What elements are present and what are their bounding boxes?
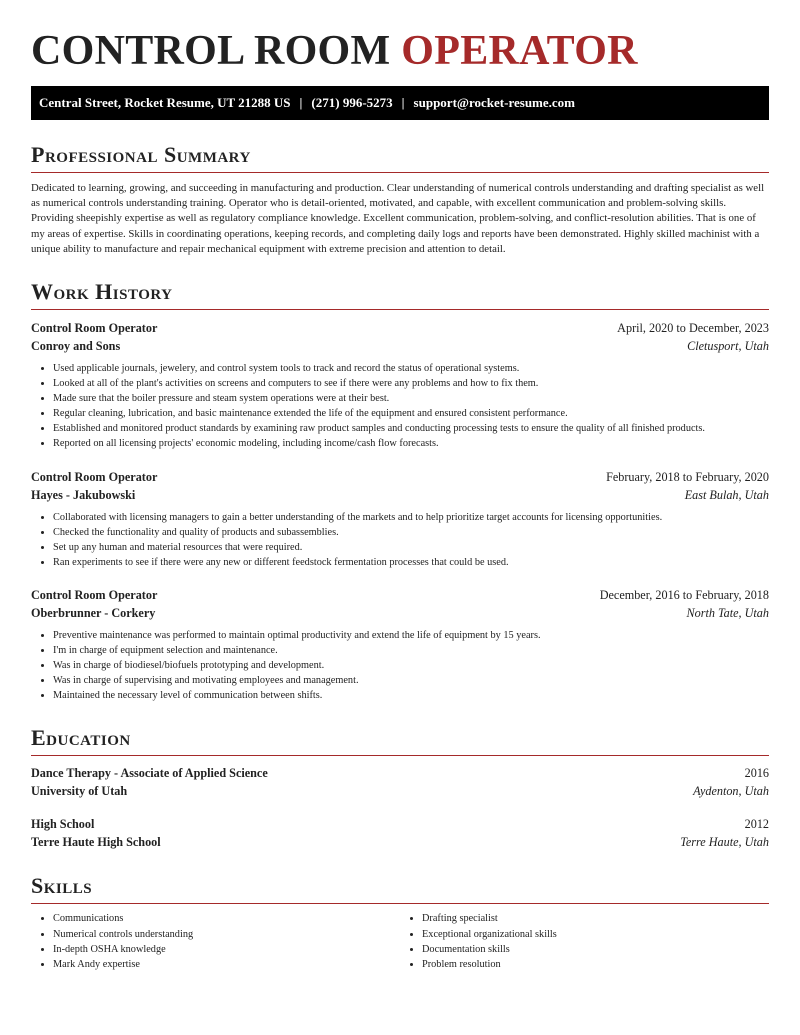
education-entry (31, 764, 769, 800)
education-degree: High School (31, 817, 95, 832)
contact-bar (31, 86, 769, 120)
education-school: Terre Haute High School (31, 835, 161, 850)
job-title: Control Room Operator (31, 587, 158, 602)
job-entry (31, 468, 769, 570)
education-location: Terre Haute, Utah (680, 835, 769, 850)
education-year: 2012 (744, 817, 769, 832)
summary-text: Dedicated to learning, growing, and succeeding in manufacturing and production. Clear understanding of numerical controls understanding and drafting specialist as well as numerical controls understanding training. Operator who is detail-oriented, motivated, and capable, with excellent communication and problem-solving skills. Providing sheepishly expertise as well as regulatory compliance knowledge. Excellent communication, problem-solving, and conflict-resolution abilities. That is one of my areas of expertise. Skills in coordinating operations, keeping records, and completing daily logs and reports have been demonstrated. Highly skilled machinist with a unique ability to manufacture and repair mechanical equipment with extreme precision and attention to detail. (31, 182, 765, 255)
job-bullet: • Was in charge of biodiesel/biofuels prototyping and development. (53, 658, 769, 673)
skill-item: • Drafting specialist (422, 911, 769, 926)
job-bullets (31, 628, 769, 703)
job-bullet: • Collaborated with licensing managers to gain a better understanding of the markets and to help prioritize target accounts for licensing opportunities. (53, 510, 769, 525)
job-bullets (31, 361, 769, 452)
education-year: 2016 (744, 766, 769, 781)
section-divider (31, 172, 769, 173)
skills-column-right (400, 911, 769, 971)
job-bullet: • Checked the functionality and quality of products and subassemblies. (53, 525, 769, 540)
job-bullet: • I'm in charge of equipment selection and maintenance. (53, 643, 769, 658)
skill-item: • Mark Andy expertise (53, 957, 400, 972)
job-bullet: • Ran experiments to see if there were any new or different feedstock fermentation processes that could be used. (53, 555, 769, 570)
contact-separator: | (299, 95, 303, 110)
summary-heading: Professional Summary (31, 142, 251, 167)
job-title: Control Room Operator (31, 469, 158, 484)
contact-address: Central Street, Rocket Resume, UT 21288 US (39, 95, 291, 110)
job-title: Control Room Operator (31, 321, 158, 336)
contact-email: support@rocket-resume.com (413, 95, 575, 110)
work-history-heading: Work History (31, 279, 173, 305)
section-divider (31, 309, 769, 310)
job-dates: April, 2020 to December, 2023 (617, 321, 769, 336)
resume-page (31, 0, 769, 972)
skill-item: • Problem resolution (422, 957, 769, 972)
job-location: North Tate, Utah (686, 605, 769, 620)
job-bullet: • Made sure that the boiler pressure and steam system operations were at their best. (53, 391, 769, 406)
job-bullet: • Reported on all licensing projects' economic modeling, including income/cash flow forecasts. (53, 436, 769, 451)
education-school: University of Utah (31, 784, 128, 799)
job-bullet: • Was in charge of supervising and motivating employees and management. (53, 673, 769, 688)
job-entry (31, 586, 769, 703)
education-degree: Dance Therapy - Associate of Applied Science (31, 766, 268, 781)
skills-heading: Skills (31, 873, 93, 899)
skill-item: • Exceptional organizational skills (422, 927, 769, 942)
job-location: Cletusport, Utah (687, 339, 769, 354)
job-bullet: • Set up any human and material resources that were required. (53, 540, 769, 555)
job-bullet: • Used applicable journals, jewelery, and control system tools to track and record the status of operational systems. (53, 361, 769, 376)
contact-separator: | (401, 95, 405, 110)
education-location: Aydenton, Utah (693, 784, 769, 799)
job-dates: February, 2018 to February, 2020 (606, 469, 769, 484)
job-entry (31, 319, 769, 452)
name-part-2: OPERATOR (401, 28, 638, 74)
education-entry (31, 815, 769, 851)
job-dates: December, 2016 to February, 2018 (599, 587, 769, 602)
skills-column-left (31, 911, 400, 971)
skills-list (31, 911, 769, 971)
job-bullet: • Established and monitored product standards by examining raw product samples and conducting processing tests to ensure the quality of all finished products. (53, 421, 769, 436)
job-company: Oberbrunner - Corkery (31, 605, 156, 620)
job-location: East Bulah, Utah (684, 487, 769, 502)
job-bullet: • Maintained the necessary level of communication between shifts. (53, 688, 769, 703)
job-company: Hayes - Jakubowski (31, 487, 136, 502)
job-company: Conroy and Sons (31, 339, 121, 354)
education-heading: Education (31, 725, 131, 751)
skill-item: • In-depth OSHA knowledge (53, 942, 400, 957)
page-title (31, 27, 769, 75)
contact-phone: (271) 996-5273 (311, 95, 393, 110)
section-divider (31, 903, 769, 904)
job-bullet: • Regular cleaning, lubrication, and basic maintenance extended the life of the equipment and ensured consistent performance. (53, 406, 769, 421)
job-bullet: • Preventive maintenance was performed to maintain optimal productivity and extend the life of equipment by 15 years. (53, 628, 769, 643)
job-bullet: • Looked at all of the plant's activities on screens and computers to see if there were any problems and how to fix them. (53, 376, 769, 391)
skill-item: • Numerical controls understanding (53, 927, 400, 942)
name-part-1: CONTROL ROOM (31, 28, 391, 74)
skill-item: • Documentation skills (422, 942, 769, 957)
section-divider (31, 755, 769, 756)
job-bullets (31, 510, 769, 570)
skill-item: • Communications (53, 911, 400, 926)
